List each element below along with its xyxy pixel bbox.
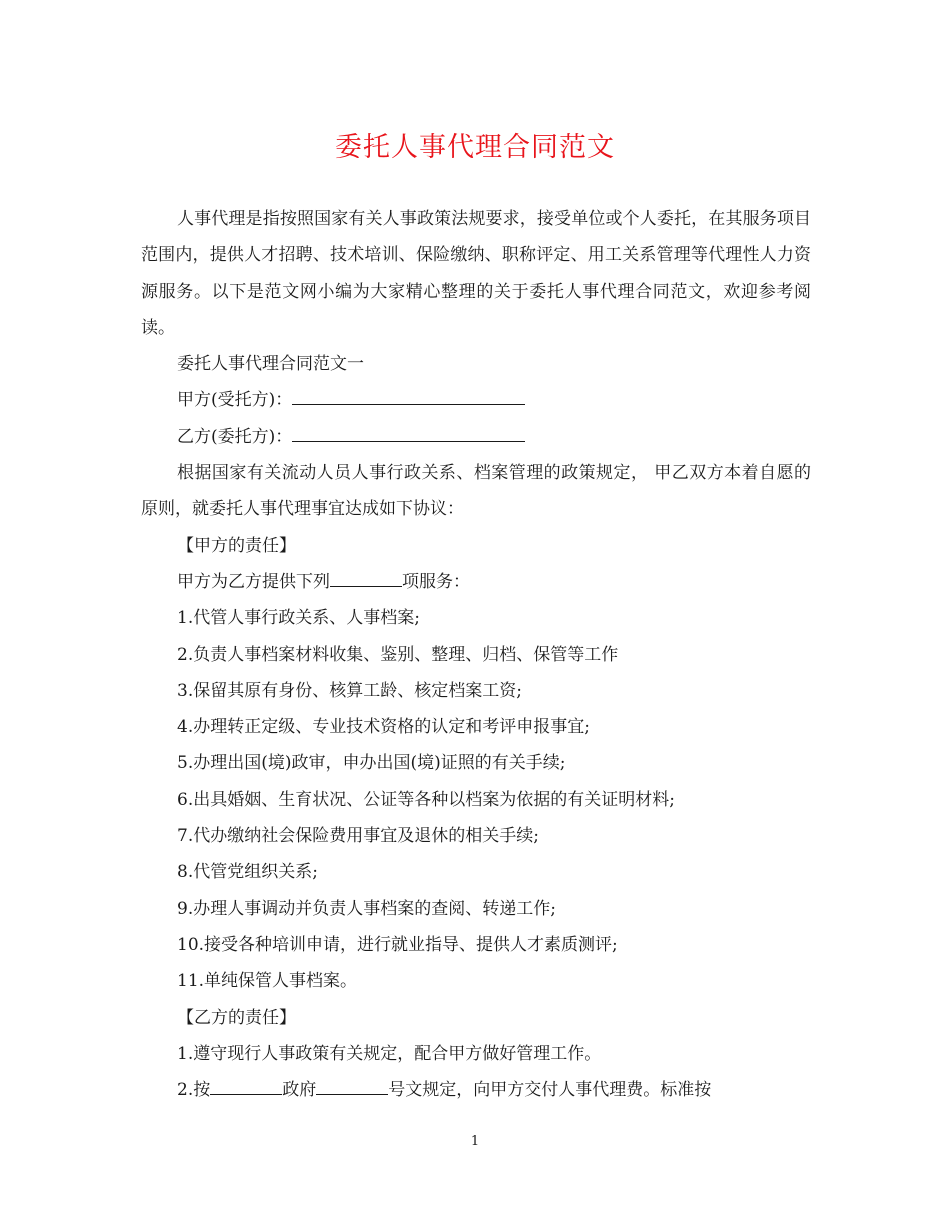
item-2-suffix: 号文规定，向甲方交付人事代理费。标准按 (388, 1080, 712, 1101)
party-a-services-line (141, 564, 811, 600)
document-body (141, 201, 811, 1108)
list-item: 9.办理人事调动并负责人事档案的查阅、转递工作; (177, 898, 556, 919)
list-item: 8.代管党组织关系; (177, 862, 318, 883)
section-title: 委托人事代理合同范文一 (177, 354, 364, 375)
party-a-label: 甲方(受托方)： (177, 390, 293, 411)
list-item: 7.代办缴纳社会保险费用事宜及退休的相关手续; (177, 826, 539, 847)
party-b-blank (292, 425, 525, 442)
item-2-prefix: 2.按 (177, 1080, 211, 1101)
list-item: 6.出具婚姻、生育状况、公证等各种以档案为依据的有关证明材料; (177, 789, 675, 810)
preamble-paragraph: 根据国家有关流动人员人事行政关系、档案管理的政策规定， 甲乙双方本着自愿的原则，就委托人事代理事宜达成如下协议： (141, 463, 811, 520)
list-item: 10.接受各种培训申请，进行就业指导、提供人才素质测评; (177, 934, 618, 955)
party-a-duty-heading: 【甲方的责任】 (177, 535, 296, 556)
list-item: 5.办理出国(境)政审，申办出国(境)证照的有关手续; (177, 753, 566, 774)
list-item: 2.负责人事档案材料收集、鉴别、整理、归档、保管等工作 (177, 644, 619, 665)
list-item: 11.单纯保管人事档案。 (177, 971, 358, 992)
item-2-mid: 政府 (282, 1080, 317, 1101)
party-b-duty-heading: 【乙方的责任】 (177, 1007, 296, 1028)
page-number: 1 (470, 1134, 480, 1149)
party-b-item-2 (141, 1072, 811, 1108)
party-b-label: 乙方(委托方)： (177, 426, 293, 447)
intro-paragraph: 人事代理是指按照国家有关人事政策法规要求，接受单位或个人委托，在其服务项目范围内，提供人才招聘、技术培训、保险缴纳、职称评定、用工关系管理等代理性人力资源服务。以下是范文网小编为大家精心整理的关于委托人事代理合同范文，欢迎参考阅读。 (141, 209, 811, 338)
government-blank (210, 1078, 282, 1095)
party-a-line (141, 382, 811, 418)
party-b-item-1: 1.遵守现行人事政策有关规定，配合甲方做好管理工作。 (177, 1043, 602, 1064)
party-b-line (141, 419, 811, 455)
services-prefix: 甲方为乙方提供下列 (177, 571, 330, 592)
document-title: 委托人事代理合同范文 (335, 132, 615, 163)
list-item: 1.代管人事行政关系、人事档案; (177, 608, 420, 629)
document-number-blank (316, 1078, 388, 1095)
list-item: 4.办理转正定级、专业技术资格的认定和考评申报事宜; (177, 717, 590, 738)
party-a-blank (292, 388, 525, 405)
services-count-blank (330, 570, 402, 587)
services-suffix: 项服务： (402, 571, 470, 592)
list-item: 3.保留其原有身份、核算工龄、核定档案工资; (177, 680, 522, 701)
